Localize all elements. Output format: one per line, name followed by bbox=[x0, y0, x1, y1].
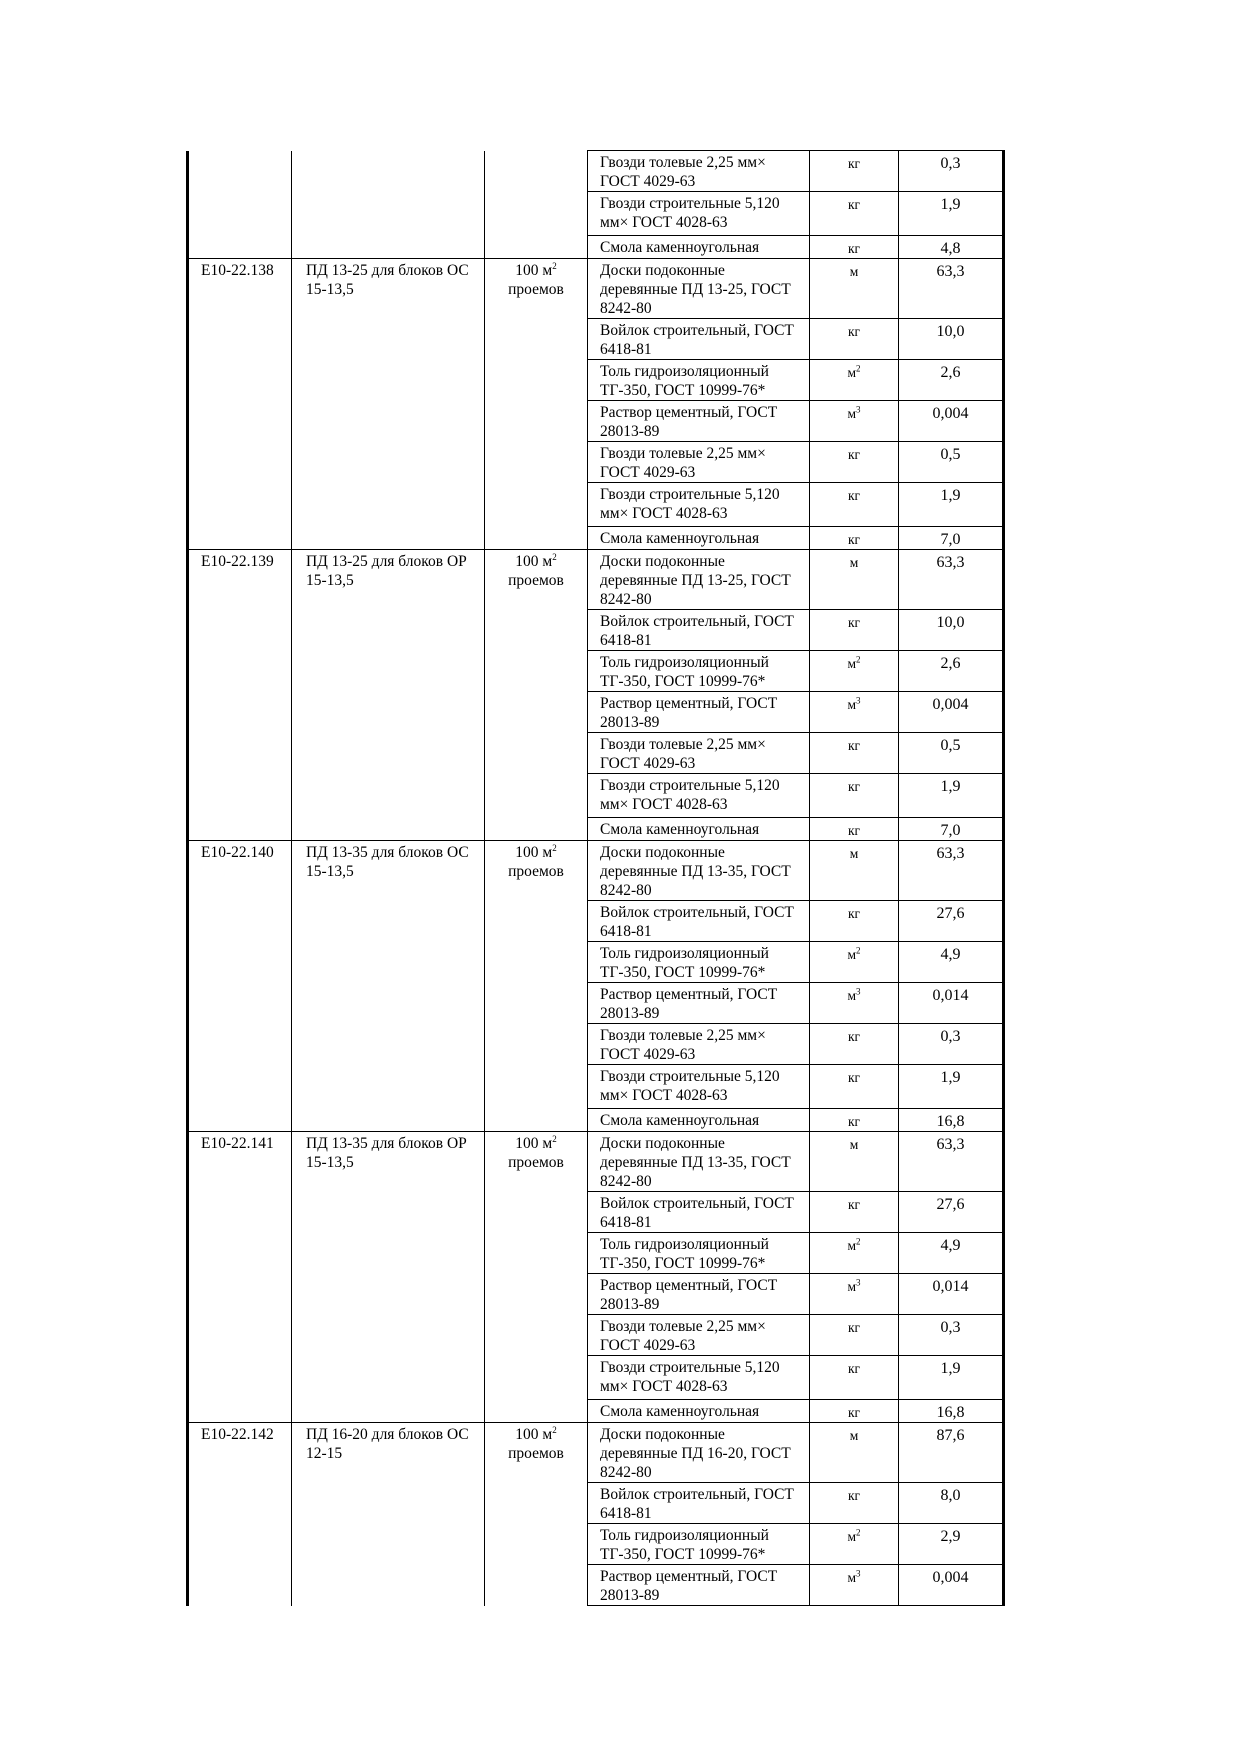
unit-cell bbox=[810, 1356, 899, 1400]
material-cell: Толь гидроизоляционный ТГ-350, ГОСТ 10999-76* bbox=[588, 942, 810, 983]
value-cell: 27,6 bbox=[899, 901, 1004, 942]
unit-superscript: 2 bbox=[856, 1236, 861, 1247]
measure-unit: 100 м bbox=[515, 1426, 553, 1443]
value-cell: 0,014 bbox=[899, 1274, 1004, 1315]
material-cell: Гвозди толевые 2,25 мм× ГОСТ 4029-63 bbox=[588, 733, 810, 774]
value-cell: 1,9 bbox=[899, 483, 1004, 527]
unit-text: м bbox=[847, 1238, 857, 1253]
value-cell: 63,3 bbox=[899, 841, 1004, 901]
material-cell: Гвозди толевые 2,25 мм× ГОСТ 4029-63 bbox=[588, 1315, 810, 1356]
name-cell: ПД 13-25 для блоков ОС 15-13,5 bbox=[292, 259, 485, 550]
material-cell: Толь гидроизоляционный ТГ-350, ГОСТ 10999-76* bbox=[588, 1524, 810, 1565]
material-cell: Гвозди строительные 5,120 мм× ГОСТ 4028-63 bbox=[588, 192, 810, 236]
unit-text: м bbox=[847, 656, 857, 671]
unit-cell bbox=[810, 401, 899, 442]
unit-cell bbox=[810, 550, 899, 610]
unit-cell bbox=[810, 527, 899, 550]
measure-unit: 100 м bbox=[515, 844, 553, 861]
material-cell: Гвозди строительные 5,120 мм× ГОСТ 4028-63 bbox=[588, 1065, 810, 1109]
value-cell: 0,004 bbox=[899, 401, 1004, 442]
measure-subject: проемов bbox=[508, 1154, 564, 1171]
material-cell: Гвозди строительные 5,120 мм× ГОСТ 4028-63 bbox=[588, 1356, 810, 1400]
unit-cell bbox=[810, 1109, 899, 1132]
unit-text: м bbox=[849, 1428, 859, 1443]
unit-text: м bbox=[849, 1137, 859, 1152]
unit-superscript: 3 bbox=[856, 695, 861, 706]
value-cell: 2,9 bbox=[899, 1524, 1004, 1565]
unit-cell bbox=[810, 1423, 899, 1483]
unit-cell bbox=[810, 319, 899, 360]
code-cell: Е10-22.140 bbox=[188, 841, 292, 1132]
unit-cell bbox=[810, 610, 899, 651]
value-cell: 16,8 bbox=[899, 1109, 1004, 1132]
material-cell: Доски подоконные деревянные ПД 13-35, ГОСТ 8242-80 bbox=[588, 1132, 810, 1192]
unit-cell bbox=[810, 983, 899, 1024]
unit-cell bbox=[810, 841, 899, 901]
value-cell: 10,0 bbox=[899, 319, 1004, 360]
material-cell: Доски подоконные деревянные ПД 13-25, ГОСТ 8242-80 bbox=[588, 550, 810, 610]
unit-text: кг bbox=[847, 197, 861, 212]
value-cell: 7,0 bbox=[899, 818, 1004, 841]
unit-superscript: 2 bbox=[856, 1527, 861, 1538]
value-cell: 0,3 bbox=[899, 1024, 1004, 1065]
unit-text: м bbox=[847, 365, 857, 380]
table-row bbox=[188, 550, 1004, 610]
unit-cell bbox=[810, 1024, 899, 1065]
measure-subject: проемов bbox=[508, 572, 564, 589]
material-cell: Доски подоконные деревянные ПД 13-25, ГОСТ 8242-80 bbox=[588, 259, 810, 319]
unit-text: кг bbox=[847, 1114, 861, 1129]
code-cell: Е10-22.139 bbox=[188, 550, 292, 841]
measure-cell bbox=[485, 1132, 588, 1423]
material-cell: Смола каменноугольная bbox=[588, 236, 810, 259]
measure-superscript: 2 bbox=[552, 842, 557, 853]
unit-superscript: 3 bbox=[856, 1568, 861, 1579]
norms-table-body bbox=[188, 151, 1004, 1606]
measure-cell bbox=[485, 1423, 588, 1606]
table-row bbox=[188, 1132, 1004, 1192]
material-cell: Гвозди толевые 2,25 мм× ГОСТ 4029-63 bbox=[588, 442, 810, 483]
material-cell: Гвозди строительные 5,120 мм× ГОСТ 4028-63 bbox=[588, 774, 810, 818]
value-cell: 1,9 bbox=[899, 774, 1004, 818]
unit-cell bbox=[810, 442, 899, 483]
material-cell: Гвозди толевые 2,25 мм× ГОСТ 4029-63 bbox=[588, 1024, 810, 1065]
value-cell: 4,9 bbox=[899, 942, 1004, 983]
unit-text: кг bbox=[847, 156, 861, 171]
measure-cell bbox=[485, 151, 588, 259]
material-cell: Смола каменноугольная bbox=[588, 1400, 810, 1423]
table-row bbox=[188, 841, 1004, 901]
unit-cell bbox=[810, 1483, 899, 1524]
material-cell: Гвозди строительные 5,120 мм× ГОСТ 4028-63 bbox=[588, 483, 810, 527]
unit-cell bbox=[810, 818, 899, 841]
material-cell: Доски подоконные деревянные ПД 16-20, ГОСТ 8242-80 bbox=[588, 1423, 810, 1483]
unit-text: м bbox=[849, 846, 859, 861]
unit-cell bbox=[810, 733, 899, 774]
measure-unit: 100 м bbox=[515, 1135, 553, 1152]
material-cell: Толь гидроизоляционный ТГ-350, ГОСТ 10999-76* bbox=[588, 1233, 810, 1274]
unit-text: кг bbox=[847, 906, 861, 921]
unit-text: кг bbox=[847, 324, 861, 339]
value-cell: 1,9 bbox=[899, 1065, 1004, 1109]
material-cell: Раствор цементный, ГОСТ 28013-89 bbox=[588, 1274, 810, 1315]
name-cell: ПД 13-35 для блоков ОР 15-13,5 bbox=[292, 1132, 485, 1423]
unit-text: м bbox=[847, 1529, 857, 1544]
material-cell: Войлок строительный, ГОСТ 6418-81 bbox=[588, 1192, 810, 1233]
value-cell: 63,3 bbox=[899, 550, 1004, 610]
unit-cell bbox=[810, 692, 899, 733]
code-cell: Е10-22.141 bbox=[188, 1132, 292, 1423]
material-cell: Раствор цементный, ГОСТ 28013-89 bbox=[588, 983, 810, 1024]
unit-text: м bbox=[847, 1279, 857, 1294]
unit-text: кг bbox=[847, 615, 861, 630]
unit-text: кг bbox=[847, 488, 861, 503]
unit-cell bbox=[810, 483, 899, 527]
name-cell: ПД 13-25 для блоков ОР 15-13,5 bbox=[292, 550, 485, 841]
unit-text: м bbox=[847, 406, 857, 421]
unit-cell bbox=[810, 1233, 899, 1274]
name-cell bbox=[292, 151, 485, 259]
measure-unit: 100 м bbox=[515, 553, 553, 570]
material-cell: Смола каменноугольная bbox=[588, 527, 810, 550]
value-cell: 2,6 bbox=[899, 360, 1004, 401]
value-cell: 0,3 bbox=[899, 151, 1004, 192]
measure-cell bbox=[485, 259, 588, 550]
unit-cell bbox=[810, 1274, 899, 1315]
norms-table bbox=[186, 150, 1005, 1606]
table-row bbox=[188, 259, 1004, 319]
code-cell: Е10-22.142 bbox=[188, 1423, 292, 1606]
unit-text: кг bbox=[847, 532, 861, 547]
material-cell: Раствор цементный, ГОСТ 28013-89 bbox=[588, 1565, 810, 1606]
unit-text: кг bbox=[847, 447, 861, 462]
material-cell: Раствор цементный, ГОСТ 28013-89 bbox=[588, 401, 810, 442]
measure-superscript: 2 bbox=[552, 1133, 557, 1144]
material-cell: Смола каменноугольная bbox=[588, 1109, 810, 1132]
unit-superscript: 3 bbox=[856, 404, 861, 415]
material-cell: Войлок строительный, ГОСТ 6418-81 bbox=[588, 1483, 810, 1524]
value-cell: 0,5 bbox=[899, 733, 1004, 774]
unit-superscript: 2 bbox=[856, 363, 861, 374]
code-cell: Е10-22.138 bbox=[188, 259, 292, 550]
unit-cell bbox=[810, 360, 899, 401]
material-cell: Смола каменноугольная bbox=[588, 818, 810, 841]
measure-unit: 100 м bbox=[515, 262, 553, 279]
unit-superscript: 3 bbox=[856, 1277, 861, 1288]
unit-cell bbox=[810, 192, 899, 236]
table-row bbox=[188, 151, 1004, 192]
value-cell: 10,0 bbox=[899, 610, 1004, 651]
unit-text: кг bbox=[847, 1197, 861, 1212]
material-cell: Толь гидроизоляционный ТГ-350, ГОСТ 10999-76* bbox=[588, 360, 810, 401]
value-cell: 27,6 bbox=[899, 1192, 1004, 1233]
material-cell: Раствор цементный, ГОСТ 28013-89 bbox=[588, 692, 810, 733]
measure-subject: проемов bbox=[508, 281, 564, 298]
unit-cell bbox=[810, 942, 899, 983]
unit-text: кг bbox=[847, 1361, 861, 1376]
material-cell: Гвозди толевые 2,25 мм× ГОСТ 4029-63 bbox=[588, 151, 810, 192]
unit-cell bbox=[810, 1400, 899, 1423]
material-cell: Войлок строительный, ГОСТ 6418-81 bbox=[588, 901, 810, 942]
unit-cell bbox=[810, 1315, 899, 1356]
value-cell: 8,0 bbox=[899, 1483, 1004, 1524]
value-cell: 1,9 bbox=[899, 1356, 1004, 1400]
unit-text: кг bbox=[847, 1029, 861, 1044]
material-cell: Толь гидроизоляционный ТГ-350, ГОСТ 10999-76* bbox=[588, 651, 810, 692]
unit-cell bbox=[810, 901, 899, 942]
unit-text: кг bbox=[847, 738, 861, 753]
name-cell: ПД 13-35 для блоков ОС 15-13,5 bbox=[292, 841, 485, 1132]
unit-text: кг bbox=[847, 779, 861, 794]
value-cell: 16,8 bbox=[899, 1400, 1004, 1423]
value-cell: 87,6 bbox=[899, 1423, 1004, 1483]
unit-cell bbox=[810, 1065, 899, 1109]
unit-cell bbox=[810, 1565, 899, 1606]
unit-text: кг bbox=[847, 1405, 861, 1420]
measure-cell bbox=[485, 550, 588, 841]
unit-superscript: 2 bbox=[856, 654, 861, 665]
value-cell: 4,9 bbox=[899, 1233, 1004, 1274]
value-cell: 63,3 bbox=[899, 259, 1004, 319]
value-cell: 4,8 bbox=[899, 236, 1004, 259]
unit-cell bbox=[810, 1132, 899, 1192]
value-cell: 0,3 bbox=[899, 1315, 1004, 1356]
value-cell: 1,9 bbox=[899, 192, 1004, 236]
unit-text: м bbox=[847, 697, 857, 712]
table-row bbox=[188, 1423, 1004, 1483]
measure-subject: проемов bbox=[508, 863, 564, 880]
unit-cell bbox=[810, 151, 899, 192]
unit-text: м bbox=[847, 947, 857, 962]
unit-text: м bbox=[847, 988, 857, 1003]
unit-text: м bbox=[847, 1570, 857, 1585]
unit-text: м bbox=[849, 264, 859, 279]
measure-superscript: 2 bbox=[552, 551, 557, 562]
unit-cell bbox=[810, 651, 899, 692]
name-cell: ПД 16-20 для блоков ОС 12-15 bbox=[292, 1423, 485, 1606]
value-cell: 0,004 bbox=[899, 1565, 1004, 1606]
value-cell: 0,014 bbox=[899, 983, 1004, 1024]
measure-superscript: 2 bbox=[552, 1424, 557, 1435]
value-cell: 0,5 bbox=[899, 442, 1004, 483]
measure-subject: проемов bbox=[508, 1445, 564, 1462]
unit-text: кг bbox=[847, 1320, 861, 1335]
unit-cell bbox=[810, 1192, 899, 1233]
value-cell: 0,004 bbox=[899, 692, 1004, 733]
measure-superscript: 2 bbox=[552, 260, 557, 271]
value-cell: 2,6 bbox=[899, 651, 1004, 692]
unit-cell bbox=[810, 259, 899, 319]
unit-superscript: 2 bbox=[856, 945, 861, 956]
unit-cell bbox=[810, 236, 899, 259]
material-cell: Доски подоконные деревянные ПД 13-35, ГОСТ 8242-80 bbox=[588, 841, 810, 901]
unit-text: кг bbox=[847, 1070, 861, 1085]
unit-cell bbox=[810, 774, 899, 818]
unit-superscript: 3 bbox=[856, 986, 861, 997]
unit-text: м bbox=[849, 555, 859, 570]
unit-cell bbox=[810, 1524, 899, 1565]
code-cell bbox=[188, 151, 292, 259]
value-cell: 63,3 bbox=[899, 1132, 1004, 1192]
unit-text: кг bbox=[847, 241, 861, 256]
material-cell: Войлок строительный, ГОСТ 6418-81 bbox=[588, 610, 810, 651]
unit-text: кг bbox=[847, 1488, 861, 1503]
value-cell: 7,0 bbox=[899, 527, 1004, 550]
material-cell: Войлок строительный, ГОСТ 6418-81 bbox=[588, 319, 810, 360]
measure-cell bbox=[485, 841, 588, 1132]
unit-text: кг bbox=[847, 823, 861, 838]
